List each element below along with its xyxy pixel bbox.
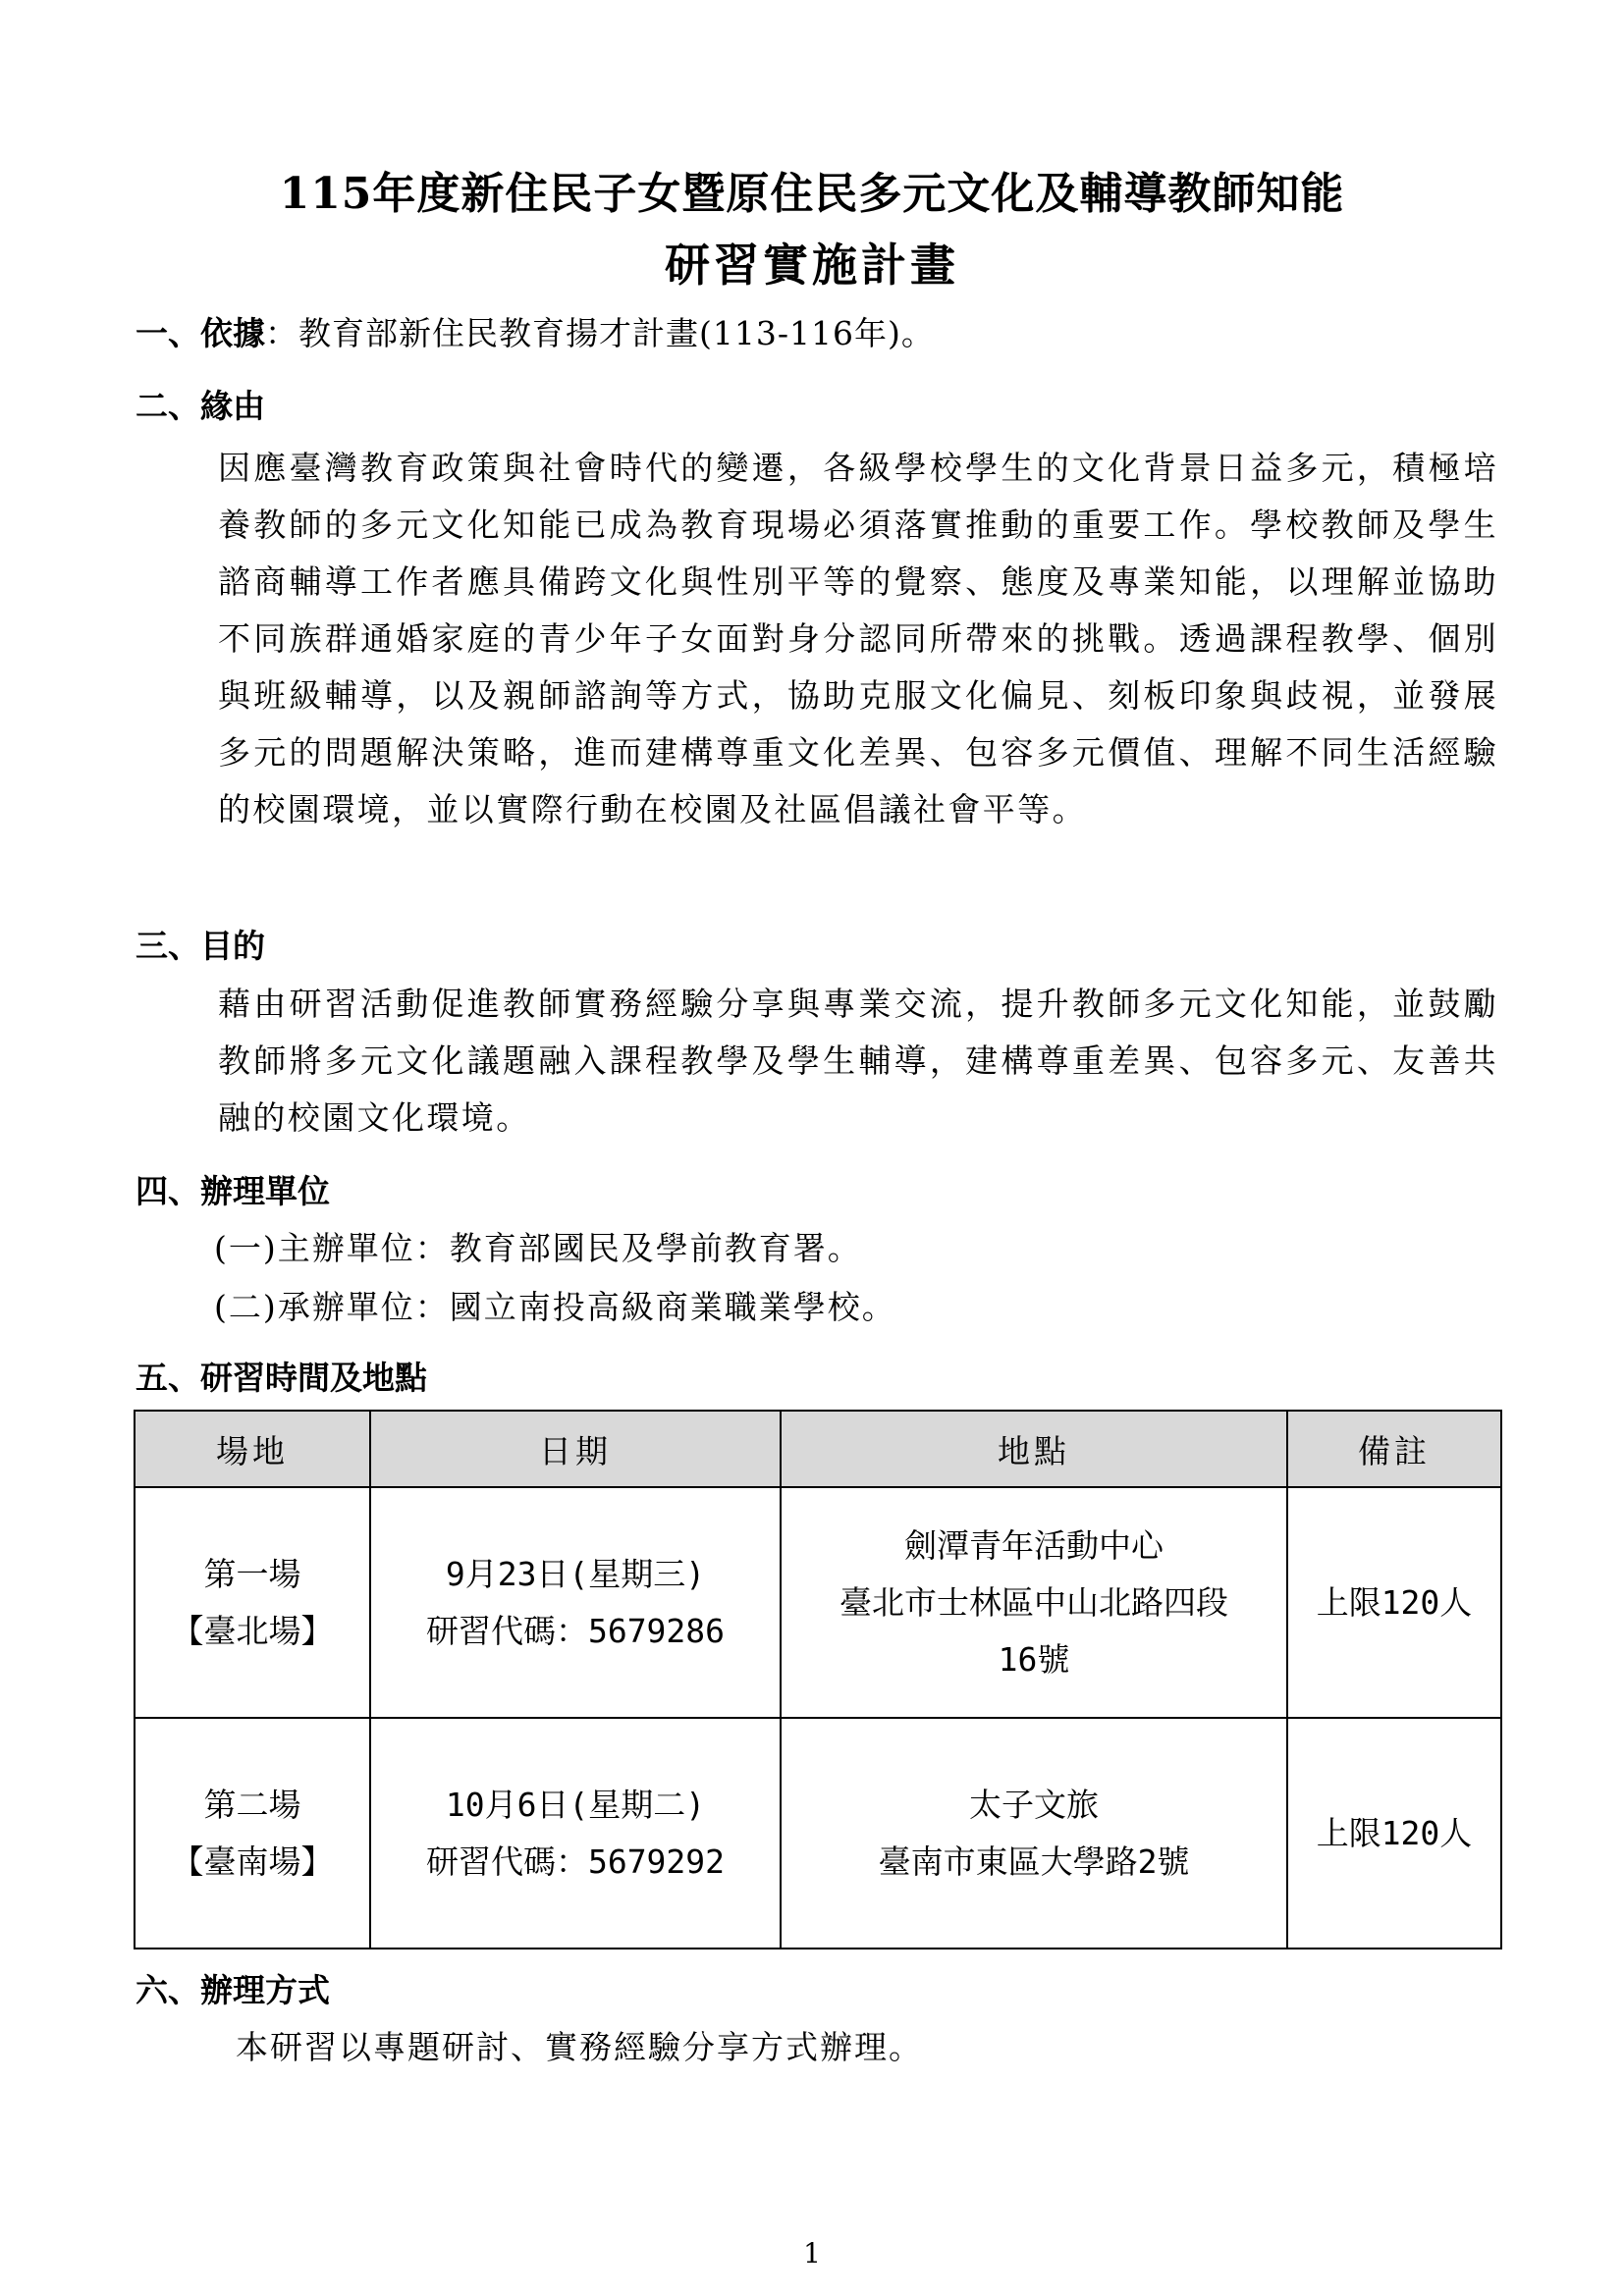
section-organizers-heading bbox=[135, 1170, 330, 1213]
venue-line: 【臺北場】 bbox=[171, 1611, 334, 1650]
location-cell bbox=[781, 1718, 1287, 1949]
venue-line: 第二場 bbox=[203, 1785, 301, 1824]
location-line: 16號 bbox=[998, 1639, 1070, 1679]
document-title-line1: 115年度新住民子女暨原住民多元文化及輔導教師知能 bbox=[279, 169, 1345, 219]
date-cell bbox=[370, 1487, 781, 1718]
section-organizers-title: 四、辦理單位 bbox=[135, 1172, 330, 1210]
date-line: 9月23日(星期三) bbox=[445, 1554, 706, 1593]
section-schedule-title: 五、研習時間及地點 bbox=[135, 1359, 427, 1397]
document-title-line2: 研習實施計畫 bbox=[665, 239, 959, 292]
section-basis-heading: 一、依據 bbox=[135, 314, 265, 352]
section-background-title: 二、緣由 bbox=[135, 387, 265, 425]
header-venue: 場地 bbox=[135, 1411, 370, 1487]
location-cell bbox=[781, 1487, 1287, 1718]
location-line: 臺南市東區大學路2號 bbox=[878, 1842, 1190, 1881]
table-header-row bbox=[135, 1411, 1501, 1487]
location-line: 太子文旅 bbox=[969, 1785, 1099, 1824]
section-purpose-title: 三、目的 bbox=[135, 927, 265, 965]
section-purpose-paragraph: 藉由研習活動促進教師實務經驗分享與專業交流，提升教師多元文化知能，並鼓勵教師將多元文化議題融入課程教學及學生輔導，建構尊重差異、包容多元、友善共融的校園文化環境。 bbox=[218, 985, 1498, 1137]
organizer-executor: (二)承辦單位：國立南投高級商業職業學校。 bbox=[214, 1288, 896, 1326]
table-row bbox=[135, 1487, 1501, 1718]
venue-cell bbox=[135, 1487, 370, 1718]
header-note: 備註 bbox=[1287, 1411, 1501, 1487]
section-background-heading bbox=[135, 385, 265, 428]
organizer-host: (一)主辦單位：教育部國民及學前教育署。 bbox=[214, 1229, 862, 1267]
header-location: 地點 bbox=[781, 1411, 1287, 1487]
location-line: 劍潭青年活動中心 bbox=[904, 1525, 1164, 1565]
header-date: 日期 bbox=[370, 1411, 781, 1487]
location-line: 臺北市士林區中山北路四段 bbox=[839, 1582, 1228, 1622]
section-method-title: 六、辦理方式 bbox=[135, 1971, 330, 2009]
date-line: 研習代碼：5679292 bbox=[425, 1842, 726, 1881]
section-background-paragraph: 因應臺灣教育政策與社會時代的變遷，各級學校學生的文化背景日益多元，積極培養教師的多元文化知能已成為教育現場必須落實推動的重要工作。學校教師及學生諮商輔導工作者應具備跨文化與性別平等的覺察、態度及專業知能，以理解並協助不同族群通婚家庭的青少年子女面對身分認同所帶來的挑戰。透過課程教學、個別與班級輔導，以及親師諮詢等方式，協助克服文化偏見、刻板印象與歧視，並發展多元的問題解決策略，進而建構尊重文化差異、包容多元價值、理解不同生活經驗的校園環境，並以實際行動在校園及社區倡議社會平等。 bbox=[218, 449, 1498, 828]
note-cell: 上限120人 bbox=[1287, 1718, 1501, 1949]
section-basis bbox=[135, 312, 935, 355]
table-row bbox=[135, 1718, 1501, 1949]
venue-cell bbox=[135, 1718, 370, 1949]
section-schedule-heading bbox=[135, 1357, 427, 1400]
section-basis-content: ：教育部新住民教育揚才計畫(113-116年)。 bbox=[265, 314, 935, 352]
date-cell bbox=[370, 1718, 781, 1949]
section-purpose-heading bbox=[135, 925, 265, 968]
page-number: 1 bbox=[803, 2237, 821, 2269]
section-method-content: 本研習以專題研討、實務經驗分享方式辦理。 bbox=[236, 2028, 923, 2066]
venue-line: 【臺南場】 bbox=[171, 1842, 334, 1881]
date-line: 10月6日(星期二) bbox=[445, 1785, 706, 1824]
schedule-table bbox=[134, 1410, 1502, 1949]
note-cell: 上限120人 bbox=[1287, 1487, 1501, 1718]
section-method-heading bbox=[135, 1969, 330, 2012]
venue-line: 第一場 bbox=[203, 1554, 301, 1593]
date-line: 研習代碼：5679286 bbox=[425, 1611, 726, 1650]
